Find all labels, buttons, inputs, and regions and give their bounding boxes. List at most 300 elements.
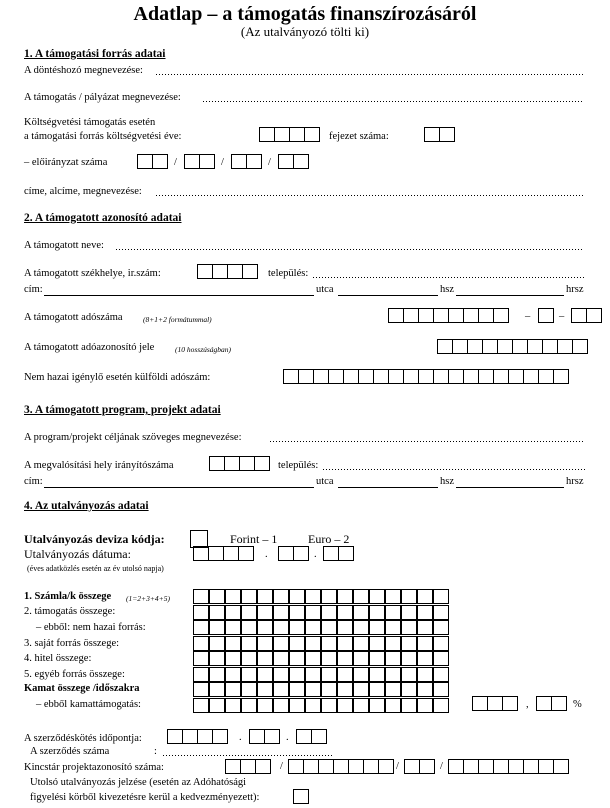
digit-cell[interactable] — [482, 339, 498, 354]
digit-cell[interactable] — [152, 154, 168, 169]
amount-cell[interactable] — [353, 620, 369, 635]
amount-cell[interactable] — [321, 682, 337, 697]
amount-cell[interactable] — [305, 651, 321, 666]
amount-cell[interactable] — [305, 589, 321, 604]
digit-cell[interactable] — [463, 759, 479, 774]
digit-cell[interactable] — [259, 127, 275, 142]
amount-cell[interactable] — [289, 620, 305, 635]
digit-cell[interactable] — [551, 696, 567, 711]
digit-cell[interactable] — [493, 308, 509, 323]
tamogatas-field[interactable] — [203, 100, 584, 102]
kulfoldi-adoszam-label: Nem hazai igénylő esetén külföldi adószám: — [24, 372, 211, 383]
megval-utca-field[interactable] — [44, 487, 314, 488]
digit-cell[interactable] — [512, 339, 528, 354]
amount-cell[interactable] — [305, 636, 321, 651]
digit-cell[interactable] — [137, 154, 153, 169]
amount-cell[interactable] — [337, 667, 353, 682]
digit-cell[interactable] — [289, 127, 305, 142]
amount-cell[interactable] — [433, 589, 449, 604]
koltsegvetesi-ev-cells[interactable] — [259, 127, 319, 142]
digit-cell[interactable] — [231, 154, 247, 169]
date-dot: . — [239, 732, 242, 743]
digit-cell[interactable] — [363, 759, 379, 774]
szerz-ho-cells[interactable] — [249, 729, 279, 744]
amount-cell[interactable] — [353, 698, 369, 713]
amount-cell[interactable] — [193, 636, 209, 651]
amount-cell[interactable] — [289, 667, 305, 682]
amount-cell[interactable] — [321, 636, 337, 651]
amount-cell[interactable] — [417, 667, 433, 682]
amount-cell[interactable] — [401, 620, 417, 635]
amount-cell[interactable] — [209, 620, 225, 635]
digit-cell[interactable] — [264, 729, 280, 744]
digit-cell[interactable] — [523, 759, 539, 774]
digit-cell[interactable] — [193, 546, 209, 561]
amount-cell[interactable] — [433, 682, 449, 697]
cim-utca-field[interactable] — [44, 295, 314, 296]
amount-cell[interactable] — [241, 620, 257, 635]
amount-cell[interactable] — [401, 698, 417, 713]
amount-cell[interactable] — [241, 667, 257, 682]
amount-cell[interactable] — [353, 682, 369, 697]
amount-cell[interactable] — [273, 682, 289, 697]
digit-cell[interactable] — [497, 339, 513, 354]
digit-cell[interactable] — [318, 759, 334, 774]
digit-cell[interactable] — [378, 759, 394, 774]
digit-cell[interactable] — [209, 456, 225, 471]
digit-cell[interactable] — [452, 339, 468, 354]
datum-note: (éves adatközlés esetén az év utolsó napja) — [27, 564, 164, 573]
digit-cell[interactable] — [472, 696, 488, 711]
digit-cell[interactable] — [274, 127, 290, 142]
amount-cell[interactable] — [241, 589, 257, 604]
digit-cell[interactable] — [493, 369, 509, 384]
digit-cell[interactable] — [208, 546, 224, 561]
amount-cell[interactable] — [353, 667, 369, 682]
digit-cell[interactable] — [448, 369, 464, 384]
digit-cell[interactable] — [508, 369, 524, 384]
digit-cell[interactable] — [478, 308, 494, 323]
kamat-label: Kamat összege /időszakra — [24, 683, 140, 694]
digit-cell[interactable] — [487, 696, 503, 711]
digit-cell[interactable] — [328, 369, 344, 384]
digit-cell[interactable] — [463, 369, 479, 384]
amount-cell[interactable] — [401, 651, 417, 666]
amount-cell[interactable] — [305, 682, 321, 697]
kincstar-cells-3[interactable] — [404, 759, 434, 774]
digit-cell[interactable] — [311, 729, 327, 744]
amount-cell[interactable] — [369, 651, 385, 666]
eloiranyzat-cells-4[interactable] — [278, 154, 308, 169]
digit-cell[interactable] — [293, 546, 309, 561]
amount-cell[interactable] — [257, 636, 273, 651]
amount-cell[interactable] — [273, 589, 289, 604]
amount-cell[interactable] — [369, 667, 385, 682]
amount-cell[interactable] — [305, 620, 321, 635]
digit-cell[interactable] — [553, 759, 569, 774]
amount-cell[interactable] — [289, 682, 305, 697]
amount-cell[interactable] — [385, 667, 401, 682]
adoszam-cells-2[interactable] — [571, 308, 601, 323]
digit-cell[interactable] — [303, 759, 319, 774]
amount-cell[interactable] — [369, 698, 385, 713]
digit-cell[interactable] — [278, 154, 294, 169]
digit-cell[interactable] — [338, 546, 354, 561]
digit-cell[interactable] — [424, 127, 440, 142]
digit-cell[interactable] — [403, 369, 419, 384]
kamattamogatas-egesz-cells[interactable] — [472, 696, 517, 711]
utolso-utalvanyozas-checkbox[interactable] — [293, 789, 308, 804]
koltsegvetesi-label-2: a támogatási forrás költségvetési éve: — [24, 131, 182, 142]
eloiranyzat-cells-3[interactable] — [231, 154, 261, 169]
digit-cell[interactable] — [197, 264, 213, 279]
percent-sign: % — [573, 699, 582, 710]
amount-cell[interactable] — [225, 620, 241, 635]
digit-cell[interactable] — [433, 308, 449, 323]
utolso-utalvanyozas-label-2: figyelési körből kivezetésre kerül a kedvezményezett): — [30, 792, 260, 803]
forint-option: Forint – 1 — [230, 532, 278, 546]
amount-cell[interactable] — [321, 589, 337, 604]
digit-cell[interactable] — [197, 729, 213, 744]
digit-cell[interactable] — [223, 546, 239, 561]
date-dot: . — [265, 549, 268, 560]
amount-cell[interactable] — [193, 651, 209, 666]
amount-cell[interactable] — [257, 589, 273, 604]
megval-hrsz-field[interactable] — [456, 487, 564, 488]
szamla-label: 1. Számla/k összege — [24, 591, 112, 602]
megval-hrsz-label: hrsz — [566, 476, 584, 487]
digit-cell[interactable] — [439, 127, 455, 142]
digit-cell[interactable] — [239, 456, 255, 471]
digit-cell[interactable] — [572, 339, 588, 354]
amount-cell[interactable] — [289, 636, 305, 651]
digit-cell[interactable] — [304, 127, 320, 142]
digit-cell[interactable] — [343, 369, 359, 384]
amount-cell[interactable] — [401, 589, 417, 604]
amount-cell[interactable] — [257, 605, 273, 620]
kulfoldi-adoszam-cells[interactable] — [283, 369, 568, 384]
digit-cell[interactable] — [448, 308, 464, 323]
amount-cell[interactable] — [353, 589, 369, 604]
amount-cell[interactable] — [369, 682, 385, 697]
adoazonosito-note: (10 hosszúságban) — [175, 345, 232, 354]
amount-cell[interactable] — [241, 651, 257, 666]
amount-cell[interactable] — [209, 605, 225, 620]
donto-label: A döntéshozó megnevezése: — [24, 65, 143, 76]
cim-hrsz-field[interactable] — [456, 295, 564, 296]
digit-cell[interactable] — [478, 369, 494, 384]
digit-cell[interactable] — [249, 729, 265, 744]
amount-cell[interactable] — [385, 682, 401, 697]
amount-cell[interactable] — [417, 651, 433, 666]
kincstar-label: Kincstár projektazonosító száma: — [24, 762, 164, 773]
digit-cell[interactable] — [553, 369, 569, 384]
megval-cim-label: cím: — [24, 476, 43, 487]
digit-cell[interactable] — [418, 308, 434, 323]
digit-cell[interactable] — [502, 696, 518, 711]
amount-cell[interactable] — [273, 651, 289, 666]
amount-cell[interactable] — [241, 605, 257, 620]
szekhely-irsz-cells[interactable] — [197, 264, 257, 279]
digit-cell[interactable] — [283, 369, 299, 384]
digit-cell[interactable] — [298, 369, 314, 384]
amount-cell[interactable] — [337, 651, 353, 666]
amount-cell[interactable] — [305, 667, 321, 682]
kincstar-cells-1[interactable] — [225, 759, 270, 774]
amount-cell[interactable] — [225, 667, 241, 682]
amount-cell[interactable] — [353, 636, 369, 651]
amount-cell[interactable] — [289, 605, 305, 620]
amount-cell[interactable] — [401, 682, 417, 697]
program-cel-label: A program/projekt céljának szöveges megnevezése: — [24, 432, 242, 443]
amount-cell[interactable] — [337, 589, 353, 604]
amount-cell[interactable] — [417, 682, 433, 697]
amount-cell[interactable] — [369, 620, 385, 635]
amount-cell[interactable] — [417, 589, 433, 604]
amount-cell[interactable] — [289, 698, 305, 713]
digit-cell[interactable] — [536, 696, 552, 711]
kincstar-cells-2[interactable] — [288, 759, 393, 774]
digit-cell[interactable] — [508, 759, 524, 774]
digit-cell[interactable] — [403, 308, 419, 323]
digit-cell[interactable] — [388, 308, 404, 323]
section-1-heading: 1. A támogatási forrás adatai — [24, 48, 166, 60]
digit-cell[interactable] — [293, 789, 309, 804]
digit-cell[interactable] — [373, 369, 389, 384]
amount-cell[interactable] — [257, 698, 273, 713]
amount-cell[interactable] — [257, 682, 273, 697]
page-subtitle: (Az utalványozó tölti ki) — [240, 24, 370, 39]
amount-cell[interactable] — [417, 605, 433, 620]
amount-cell[interactable] — [225, 698, 241, 713]
megval-irsz-cells[interactable] — [209, 456, 269, 471]
amount-cell[interactable] — [353, 651, 369, 666]
digit-cell[interactable] — [493, 759, 509, 774]
amount-cell[interactable] — [321, 605, 337, 620]
adoazonosito-cells[interactable] — [437, 339, 587, 354]
datum-ev-cells[interactable] — [193, 546, 253, 561]
amount-cell[interactable] — [369, 636, 385, 651]
osszeg-grid[interactable] — [193, 589, 449, 713]
digit-cell[interactable] — [418, 369, 434, 384]
amount-cell[interactable] — [225, 682, 241, 697]
amount-cell[interactable] — [193, 605, 209, 620]
amount-cell[interactable] — [209, 682, 225, 697]
amount-cell[interactable] — [193, 698, 209, 713]
szerzodes-szama-field[interactable] — [163, 754, 333, 756]
kincstar-cells-4[interactable] — [448, 759, 568, 774]
amount-cell[interactable] — [209, 667, 225, 682]
eloiranyzat-cells-1[interactable] — [137, 154, 167, 169]
adoszam-cells-8[interactable] — [388, 308, 508, 323]
amount-cell[interactable] — [337, 682, 353, 697]
amount-cell[interactable] — [321, 651, 337, 666]
amount-cell[interactable] — [273, 605, 289, 620]
amount-cell[interactable] — [305, 605, 321, 620]
digit-cell[interactable] — [182, 729, 198, 744]
digit-cell[interactable] — [358, 369, 374, 384]
megval-irsz-label: A megvalósítási hely irányítószáma — [24, 460, 174, 471]
digit-cell[interactable] — [538, 759, 554, 774]
digit-cell[interactable] — [238, 546, 254, 561]
amount-cell[interactable] — [241, 682, 257, 697]
amount-cell[interactable] — [433, 620, 449, 635]
amount-cell[interactable] — [225, 636, 241, 651]
amount-cell[interactable] — [337, 636, 353, 651]
amount-cell[interactable] — [337, 620, 353, 635]
amount-cell[interactable] — [369, 589, 385, 604]
digit-cell[interactable] — [542, 339, 558, 354]
digit-cell[interactable] — [419, 759, 435, 774]
szamla-note: (1=2+3+4+5) — [126, 594, 170, 603]
digit-cell[interactable] — [433, 369, 449, 384]
digit-cell[interactable] — [288, 759, 304, 774]
digit-cell[interactable] — [225, 759, 241, 774]
digit-cell[interactable] — [224, 456, 240, 471]
digit-cell[interactable] — [527, 339, 543, 354]
eloiranyzat-cells-2[interactable] — [184, 154, 214, 169]
amount-cell[interactable] — [321, 667, 337, 682]
amount-cell[interactable] — [209, 589, 225, 604]
adoszam-cells-1[interactable] — [538, 308, 553, 323]
kamattamogatas-tized-cells[interactable] — [536, 696, 566, 711]
digit-cell[interactable] — [240, 759, 256, 774]
digit-cell[interactable] — [242, 264, 258, 279]
amount-cell[interactable] — [193, 667, 209, 682]
amount-cell[interactable] — [225, 589, 241, 604]
digit-cell[interactable] — [323, 546, 339, 561]
digit-cell[interactable] — [571, 308, 587, 323]
digit-cell[interactable] — [538, 308, 554, 323]
digit-cell[interactable] — [437, 339, 453, 354]
digit-cell[interactable] — [212, 264, 228, 279]
amount-cell[interactable] — [337, 605, 353, 620]
euro-option: Euro – 2 — [308, 532, 350, 546]
digit-cell[interactable] — [313, 369, 329, 384]
digit-cell[interactable] — [557, 339, 573, 354]
digit-cell[interactable] — [388, 369, 404, 384]
amount-cell[interactable] — [289, 589, 305, 604]
datum-ho-cells[interactable] — [278, 546, 308, 561]
amount-cell[interactable] — [417, 636, 433, 651]
amount-cell[interactable] — [241, 636, 257, 651]
amount-cell[interactable] — [305, 698, 321, 713]
tamogatott-neve-field[interactable] — [116, 248, 584, 250]
amount-cell[interactable] — [273, 698, 289, 713]
cime-field[interactable] — [156, 194, 584, 196]
szerz-nap-cells[interactable] — [296, 729, 326, 744]
amount-cell[interactable] — [353, 605, 369, 620]
amount-cell[interactable] — [433, 605, 449, 620]
amount-cell[interactable] — [385, 636, 401, 651]
amount-cell[interactable] — [257, 667, 273, 682]
amount-cell[interactable] — [401, 667, 417, 682]
amount-cell[interactable] — [433, 651, 449, 666]
amount-cell[interactable] — [209, 651, 225, 666]
digit-cell[interactable] — [463, 308, 479, 323]
amount-cell[interactable] — [209, 698, 225, 713]
amount-cell[interactable] — [401, 605, 417, 620]
amount-cell[interactable] — [209, 636, 225, 651]
amount-cell[interactable] — [321, 698, 337, 713]
amount-cell[interactable] — [433, 698, 449, 713]
amount-cell[interactable] — [433, 667, 449, 682]
amount-cell[interactable] — [401, 636, 417, 651]
amount-cell[interactable] — [193, 620, 209, 635]
amount-cell[interactable] — [241, 698, 257, 713]
amount-cell[interactable] — [337, 698, 353, 713]
digit-cell[interactable] — [296, 729, 312, 744]
amount-cell[interactable] — [433, 636, 449, 651]
digit-cell[interactable] — [523, 369, 539, 384]
slash: / — [268, 157, 271, 168]
digit-cell[interactable] — [246, 154, 262, 169]
szekhely-label: A támogatott székhelye, ir.szám: — [24, 268, 161, 279]
amount-cell[interactable] — [273, 636, 289, 651]
telepules-field[interactable] — [313, 276, 586, 278]
amount-cell[interactable] — [321, 620, 337, 635]
amount-cell[interactable] — [417, 698, 433, 713]
datum-nap-cells[interactable] — [323, 546, 353, 561]
amount-cell[interactable] — [225, 651, 241, 666]
szerz-ev-cells[interactable] — [167, 729, 227, 744]
digit-cell[interactable] — [255, 759, 271, 774]
digit-cell[interactable] — [348, 759, 364, 774]
digit-cell[interactable] — [467, 339, 483, 354]
megval-hsz-field[interactable] — [338, 487, 438, 488]
amount-cell[interactable] — [289, 651, 305, 666]
amount-cell[interactable] — [273, 667, 289, 682]
amount-cell[interactable] — [257, 651, 273, 666]
digit-cell[interactable] — [586, 308, 602, 323]
digit-cell[interactable] — [333, 759, 349, 774]
amount-cell[interactable] — [385, 605, 401, 620]
digit-cell[interactable] — [404, 759, 420, 774]
amount-cell[interactable] — [257, 620, 273, 635]
program-cel-field[interactable] — [270, 440, 584, 442]
amount-cell[interactable] — [417, 620, 433, 635]
digit-cell[interactable] — [167, 729, 183, 744]
digit-cell[interactable] — [538, 369, 554, 384]
amount-cell[interactable] — [193, 682, 209, 697]
digit-cell[interactable] — [184, 154, 200, 169]
amount-cell[interactable] — [369, 605, 385, 620]
deviza-label: Utalványozás deviza kódja: — [24, 532, 165, 546]
digit-cell[interactable] — [212, 729, 228, 744]
donto-field[interactable] — [156, 73, 584, 75]
amount-cell[interactable] — [385, 620, 401, 635]
cim-hsz-field[interactable] — [338, 295, 438, 296]
amount-cell[interactable] — [385, 651, 401, 666]
megval-telepules-field[interactable] — [323, 468, 586, 470]
amount-cell[interactable] — [273, 620, 289, 635]
digit-cell[interactable] — [448, 759, 464, 774]
amount-cell[interactable] — [385, 698, 401, 713]
adoszam-label: A támogatott adószáma — [24, 312, 123, 323]
digit-cell[interactable] — [293, 154, 309, 169]
digit-cell[interactable] — [254, 456, 270, 471]
amount-cell[interactable] — [225, 605, 241, 620]
fejezet-cells[interactable] — [424, 127, 454, 142]
eloiranyzat-label: – előirányzat száma — [24, 157, 108, 168]
digit-cell[interactable] — [278, 546, 294, 561]
digit-cell[interactable] — [478, 759, 494, 774]
sajat-forras-label: 3. saját forrás összege: — [24, 638, 120, 649]
digit-cell[interactable] — [199, 154, 215, 169]
amount-cell[interactable] — [193, 589, 209, 604]
digit-cell[interactable] — [227, 264, 243, 279]
amount-cell[interactable] — [385, 589, 401, 604]
